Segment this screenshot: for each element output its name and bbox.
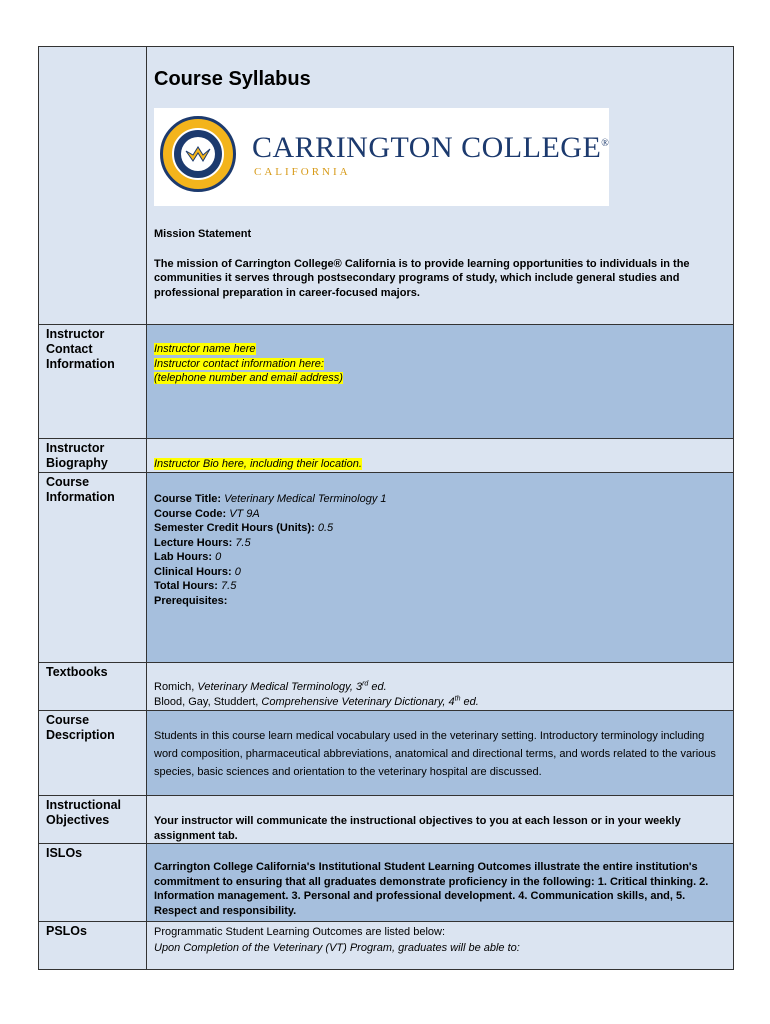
instructor-phone-email-placeholder: (telephone number and email address) [154, 372, 343, 384]
instructor-name-placeholder: Instructor name here [154, 343, 256, 355]
instructor-bio-label: Instructor Biography [39, 439, 147, 472]
course-info-content [147, 473, 733, 662]
mission-text: The mission of Carrington College® California is to provide learning opportunities to individuals in the communities it serves through postsecondary programs of study, which include general studies and professional preparation in career-focused majors. [154, 257, 690, 299]
mission-heading: Mission Statement [154, 228, 252, 240]
islos-text: Carrington College California's Institutional Student Learning Outcomes illustrate the entire institution's commitment to ensuring that all graduates demonstrate proficiency in the following: 1. Critical thinking. 2. Information management. 3. Personal and professional development. 4. Communication skills, and, 5. Respect and responsibility. [154, 861, 709, 917]
logo-wordmark: CARRINGTON COLLEGE® [252, 131, 610, 164]
credit-hours-field: Semester Credit Hours (Units): 0.5 [154, 522, 334, 534]
pslos-row [39, 922, 733, 970]
page-title: Course Syllabus [154, 68, 311, 90]
header-label-cell [39, 47, 147, 324]
course-info-label: Course Information [39, 473, 147, 662]
prerequisites-field: Prerequisites: [154, 594, 228, 607]
instructor-contact-content [147, 325, 733, 438]
course-info-row [39, 473, 733, 663]
syllabus-table [38, 46, 734, 970]
lab-hours-field: Lab Hours: 0 [154, 551, 222, 563]
instructional-objectives-label: Instructional Objectives [39, 796, 147, 843]
instructional-objectives-text: Your instructor will communicate the instructional objectives to you at each lesson or in your weekly assignment tab. [154, 815, 681, 842]
instructor-bio-row [39, 439, 733, 473]
college-seal-icon [160, 116, 236, 192]
instructor-contact-row [39, 325, 733, 439]
course-description-row [39, 711, 733, 796]
islos-row [39, 844, 733, 922]
course-title-field: Course Title: Veterinary Medical Terminology 1 [154, 493, 387, 505]
instructor-bio-content [147, 439, 733, 472]
header-content-cell [147, 47, 733, 324]
lecture-hours-field: Lecture Hours: 7.5 [154, 536, 251, 549]
course-description-label: Course Description [39, 711, 147, 795]
textbooks-label: Textbooks [39, 663, 147, 710]
pslos-intro: Programmatic Student Learning Outcomes are listed below: [154, 926, 446, 938]
islos-label: ISLOs [39, 844, 147, 921]
header-row [39, 47, 733, 325]
pslos-subintro: Upon Completion of the Veterinary (VT) Program, graduates will be able to: [154, 942, 520, 954]
instructor-contact-label: Instructor Contact Information [39, 325, 147, 438]
pslos-content [147, 922, 733, 969]
pslos-label: PSLOs [39, 922, 147, 969]
instructor-contact-placeholder: Instructor contact information here: [154, 357, 324, 370]
textbook-item: Romich, Veterinary Medical Terminology, 3rd ed. [154, 680, 387, 693]
course-description-text: Students in this course learn medical vocabulary used in the veterinary setting. Introductory terminology including word composition, pharmaceutical abbreviations, anatomical and directional terms, and words related to the various species, basic sciences and orientation to the veterinary hospital are discussed. [154, 730, 716, 778]
total-hours-field: Total Hours: 7.5 [154, 580, 237, 592]
instructor-bio-placeholder: Instructor Bio here, including their location. [154, 458, 362, 470]
textbooks-content [147, 663, 733, 710]
college-logo [154, 108, 609, 206]
clinical-hours-field: Clinical Hours: 0 [154, 565, 241, 578]
textbook-item: Blood, Gay, Studdert, Comprehensive Veterinary Dictionary, 4th ed. [154, 694, 479, 708]
instructional-objectives-row [39, 796, 733, 844]
textbooks-row [39, 663, 733, 711]
logo-subtitle: CALIFORNIA [254, 166, 351, 178]
course-code-field: Course Code: VT 9A [154, 507, 260, 520]
